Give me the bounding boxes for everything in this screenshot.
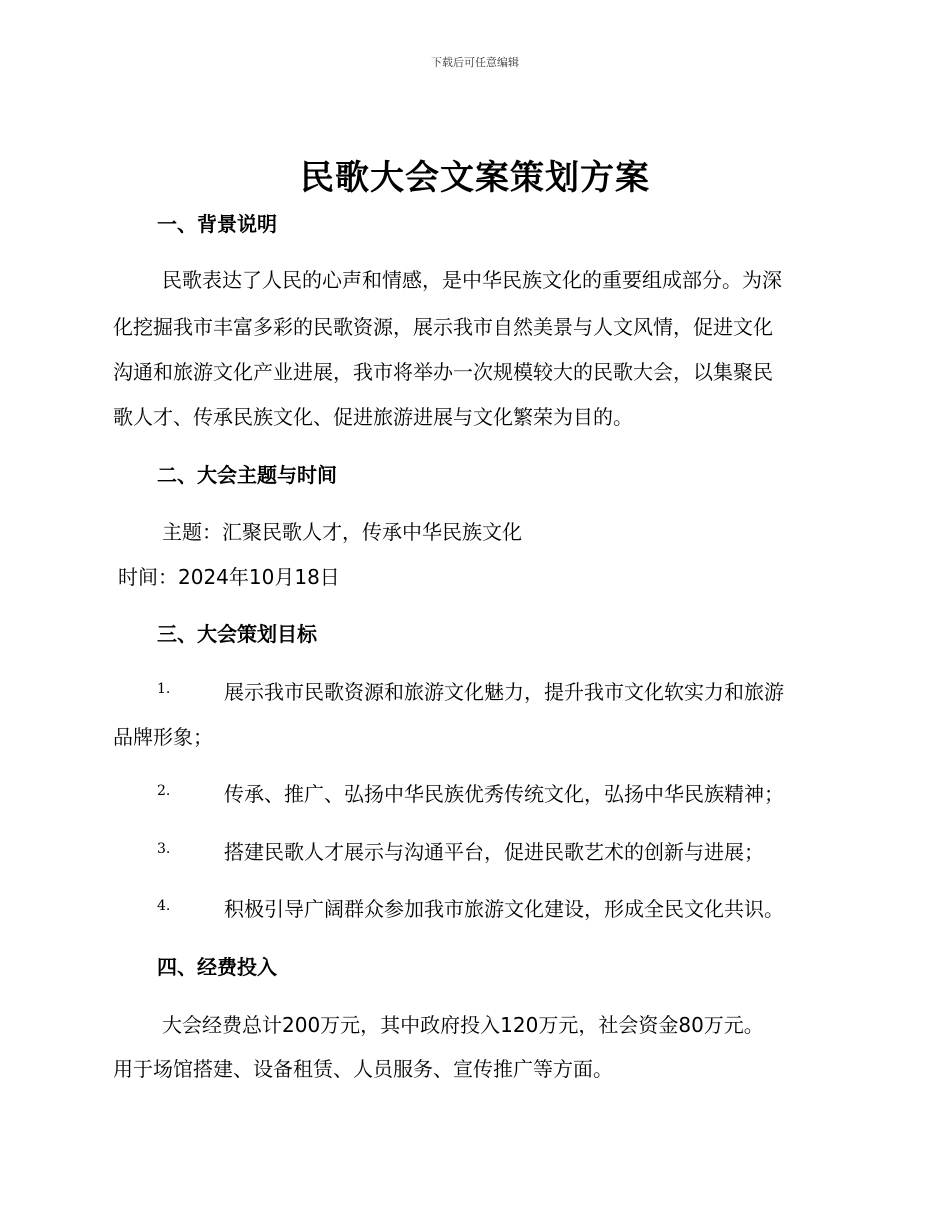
goal-text-1-continued: 品牌形象； (113, 725, 213, 749)
goal-text-1: 展示我市民歌资源和旅游文化魅力，提升我市文化软实力和旅游 (224, 680, 784, 704)
goal-number-2: 2. (157, 783, 171, 799)
time-line: 时间：2024年10月18日 (118, 565, 340, 589)
background-line-4: 歌人才、传承民族文化、促进旅游进展与文化繁荣为目的。 (113, 405, 633, 429)
funding-line-2: 用于场馆搭建、设备租赁、人员服务、宣传推广等方面。 (113, 1057, 613, 1081)
goal-text-3: 搭建民歌人才展示与沟通平台，促进民歌艺术的创新与进展； (224, 840, 764, 864)
goal-text-2: 传承、推广、弘扬中华民族优秀传统文化，弘扬中华民族精神； (224, 782, 784, 806)
goal-text-4: 积极引导广阔群众参加我市旅游文化建设，形成全民文化共识。 (224, 897, 784, 921)
document-title: 民歌大会文案策划方案 (300, 158, 650, 198)
section-heading-goals: 三、大会策划目标 (157, 622, 317, 646)
goal-number-1: 1. (157, 681, 171, 697)
section-heading-background: 一、背景说明 (157, 212, 277, 236)
section-heading-funding: 四、经费投入 (157, 955, 277, 979)
background-line-2: 化挖掘我市丰富多彩的民歌资源，展示我市自然美景与人文风情，促进文化 (113, 315, 773, 339)
background-line-1: 民歌表达了人民的心声和情感，是中华民族文化的重要组成部分。为深 (162, 268, 782, 292)
background-line-3: 沟通和旅游文化产业进展，我市将举办一次规模较大的民歌大会，以集聚民 (113, 360, 773, 384)
page-header-note: 下载后可任意编辑 (431, 56, 519, 69)
goal-number-3: 3. (157, 841, 171, 857)
goal-number-4: 4. (157, 898, 171, 914)
funding-line-1: 大会经费总计200万元，其中政府投入120万元，社会资金80万元。 (162, 1013, 764, 1037)
theme-line: 主题：汇聚民歌人才，传承中华民族文化 (162, 520, 522, 544)
section-heading-theme-time: 二、大会主题与时间 (157, 463, 337, 487)
